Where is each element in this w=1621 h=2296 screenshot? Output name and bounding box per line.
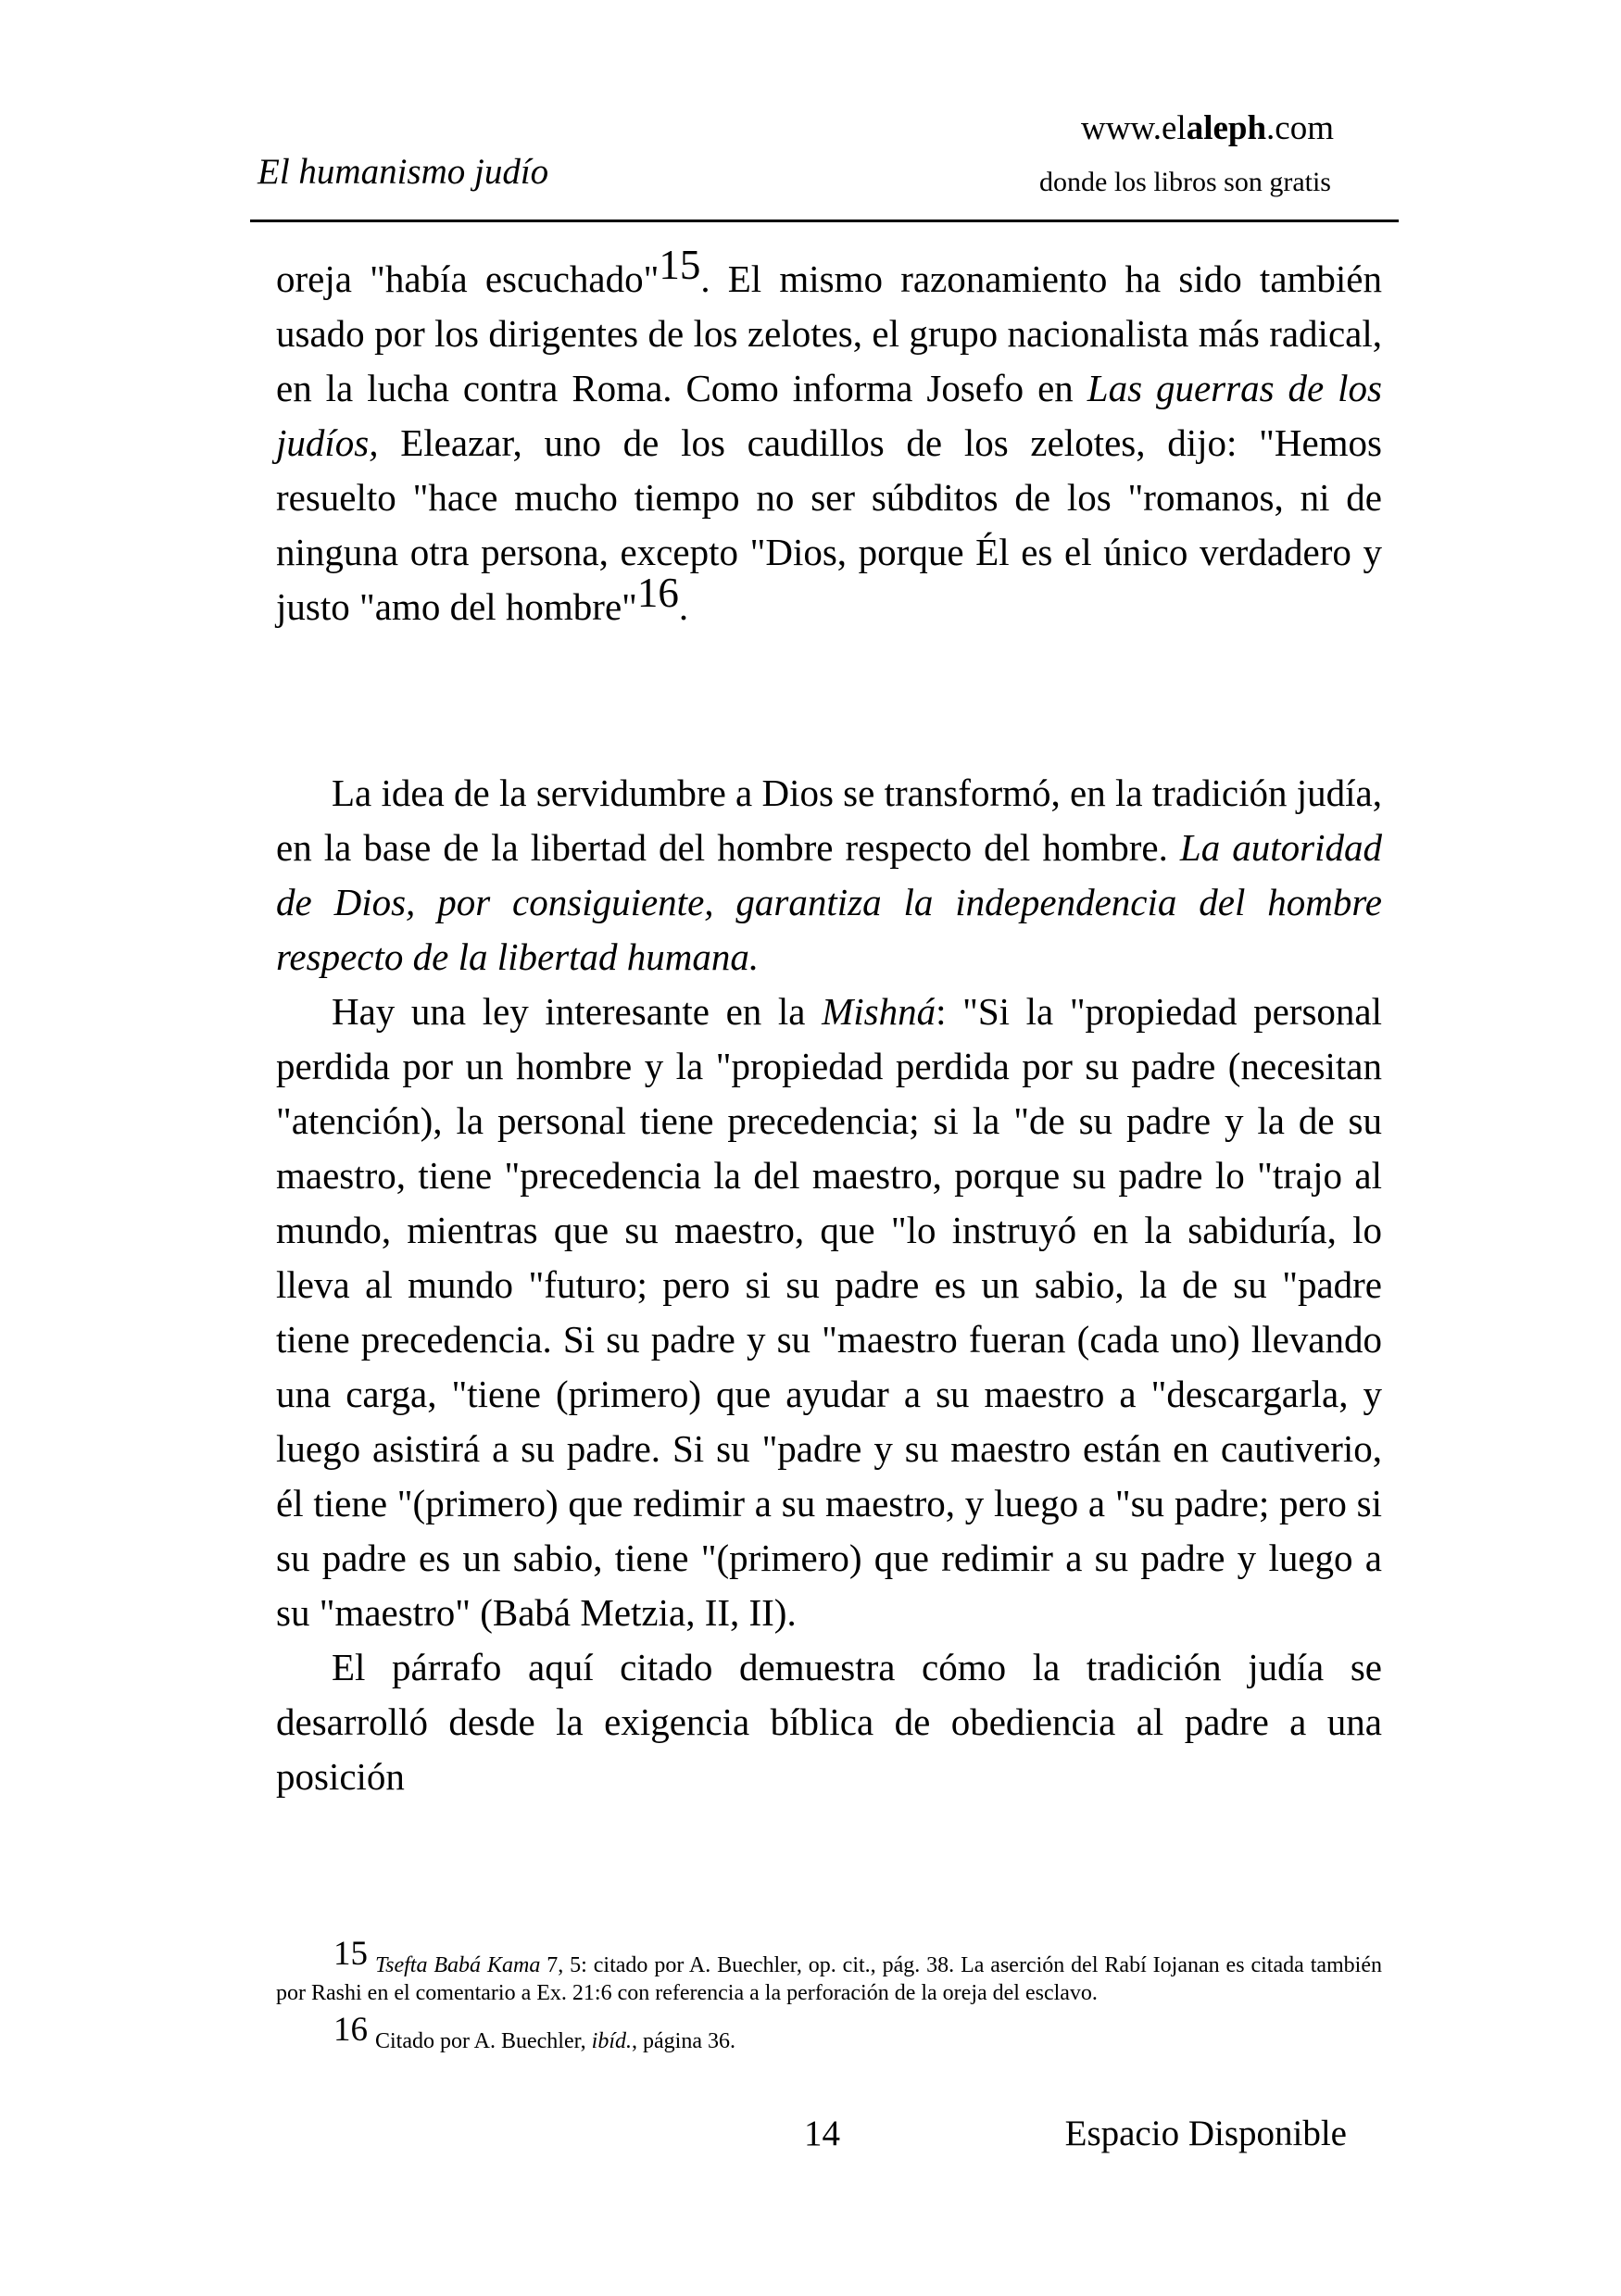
footnotes [276,1935,1382,2076]
paragraph-1 [276,242,1382,634]
footnote-15 [276,1935,1382,2007]
url-suffix: .com [1266,109,1334,147]
p2-emphasis: La autoridad de Dios, por consiguiente, garantiza la independencia del hombre respecto de la libertad humana. [276,826,1382,978]
url-bold: aleph [1186,109,1267,147]
p2-text-a: La idea de la servidumbre a Dios se transformó, en la tradición judía, en la base de la libertad del hombre respecto del hombre. [276,772,1382,869]
p1-text-b: . El mismo razonamiento ha sido también usado por los dirigentes de los zelotes, el grupo nacionalista más radical, en la lucha contra Roma. Como informa Josefo en [276,257,1382,409]
footnote-ref-15[interactable]: 15 [659,242,701,288]
site-url[interactable] [1081,111,1334,145]
site-tagline: donde los libros son gratis [1039,167,1331,197]
footnote-16-text-a: Citado por A. Buechler, [375,2029,592,2053]
footnote-ref-16[interactable]: 16 [636,570,679,616]
url-prefix: www.el [1080,109,1187,147]
book-title: El humanismo judío [258,152,549,192]
footnote-16 [276,2011,1382,2055]
footnote-15-mark: 15 [333,1935,368,1973]
footnote-15-text: 7, 5: citado por A. Buechler, op. cit., pág. 38. La aserción del Rabí Iojanan es citada también por Rashi en el comentario a Ex. 21:6 con referencia a la perforación de la oreja del esclavo. [276,1953,1382,2005]
main-text [276,242,1383,1804]
page-number: 14 [804,2114,840,2153]
paragraph-3 [276,985,1382,1640]
mishna-reference: Mishná [822,990,936,1033]
footnote-16-text-b: , página 36. [632,2029,735,2053]
p1-text-a: oreja "había escuchado" [276,257,660,300]
footer-label: Espacio Disponible [1064,2114,1347,2153]
header-divider [250,220,1399,222]
footnote-16-ibid: ibíd. [591,2029,633,2053]
paragraph-4: El párrafo aquí citado demuestra cómo la tradición judía se desarrolló desde la exigencia bíblica de obediencia al padre a una posición [276,1646,1382,1798]
book-reference: Las guerras de los judíos, [276,367,1382,464]
footnote-15-title: Tsefta Babá Kama [375,1953,541,1977]
p1-text-c: Eleazar, uno de los caudillos de los zelotes, dijo: "Hemos resuelto "hace mucho tiempo no ser súbditos de los "romanos, ni de ninguna otra persona, excepto "Dios, porque Él es el único verdadero y justo "amo del hombre" [276,421,1382,628]
footnote-16-mark: 16 [333,2011,368,2049]
p3-text-b: : "Si la "propiedad personal perdida por un hombre y la "propiedad perdida por su padre (necesitan "atención), la personal tiene precedencia; si la "de su padre y la de su maestro, tiene "precedencia la del maestro, porque su padre lo "trajo al mundo, mientras que su maestro, que "lo instruyó en la sabiduría, lo lleva al mundo "futuro; pero si su padre es un sabio, la de su "padre tiene precedencia. Si su padre y su "maestro fueran (cada uno) llevando una carga, "tiene (primero) que ayudar a su maestro a "descargarla, y luego asistirá a su padre. Si su "padre y su maestro están en cautiverio, él tiene "(primero) que redimir a su maestro, y luego a "su padre; pero si su padre es un sabio, tiene "(primero) que redimir a su padre y luego a su "maestro" (Babá Metzia, II, II). [276,990,1383,1634]
p1-end: . [678,585,689,628]
paragraph-2 [276,766,1382,985]
p3-text-a: Hay una ley interesante en la [332,990,823,1033]
